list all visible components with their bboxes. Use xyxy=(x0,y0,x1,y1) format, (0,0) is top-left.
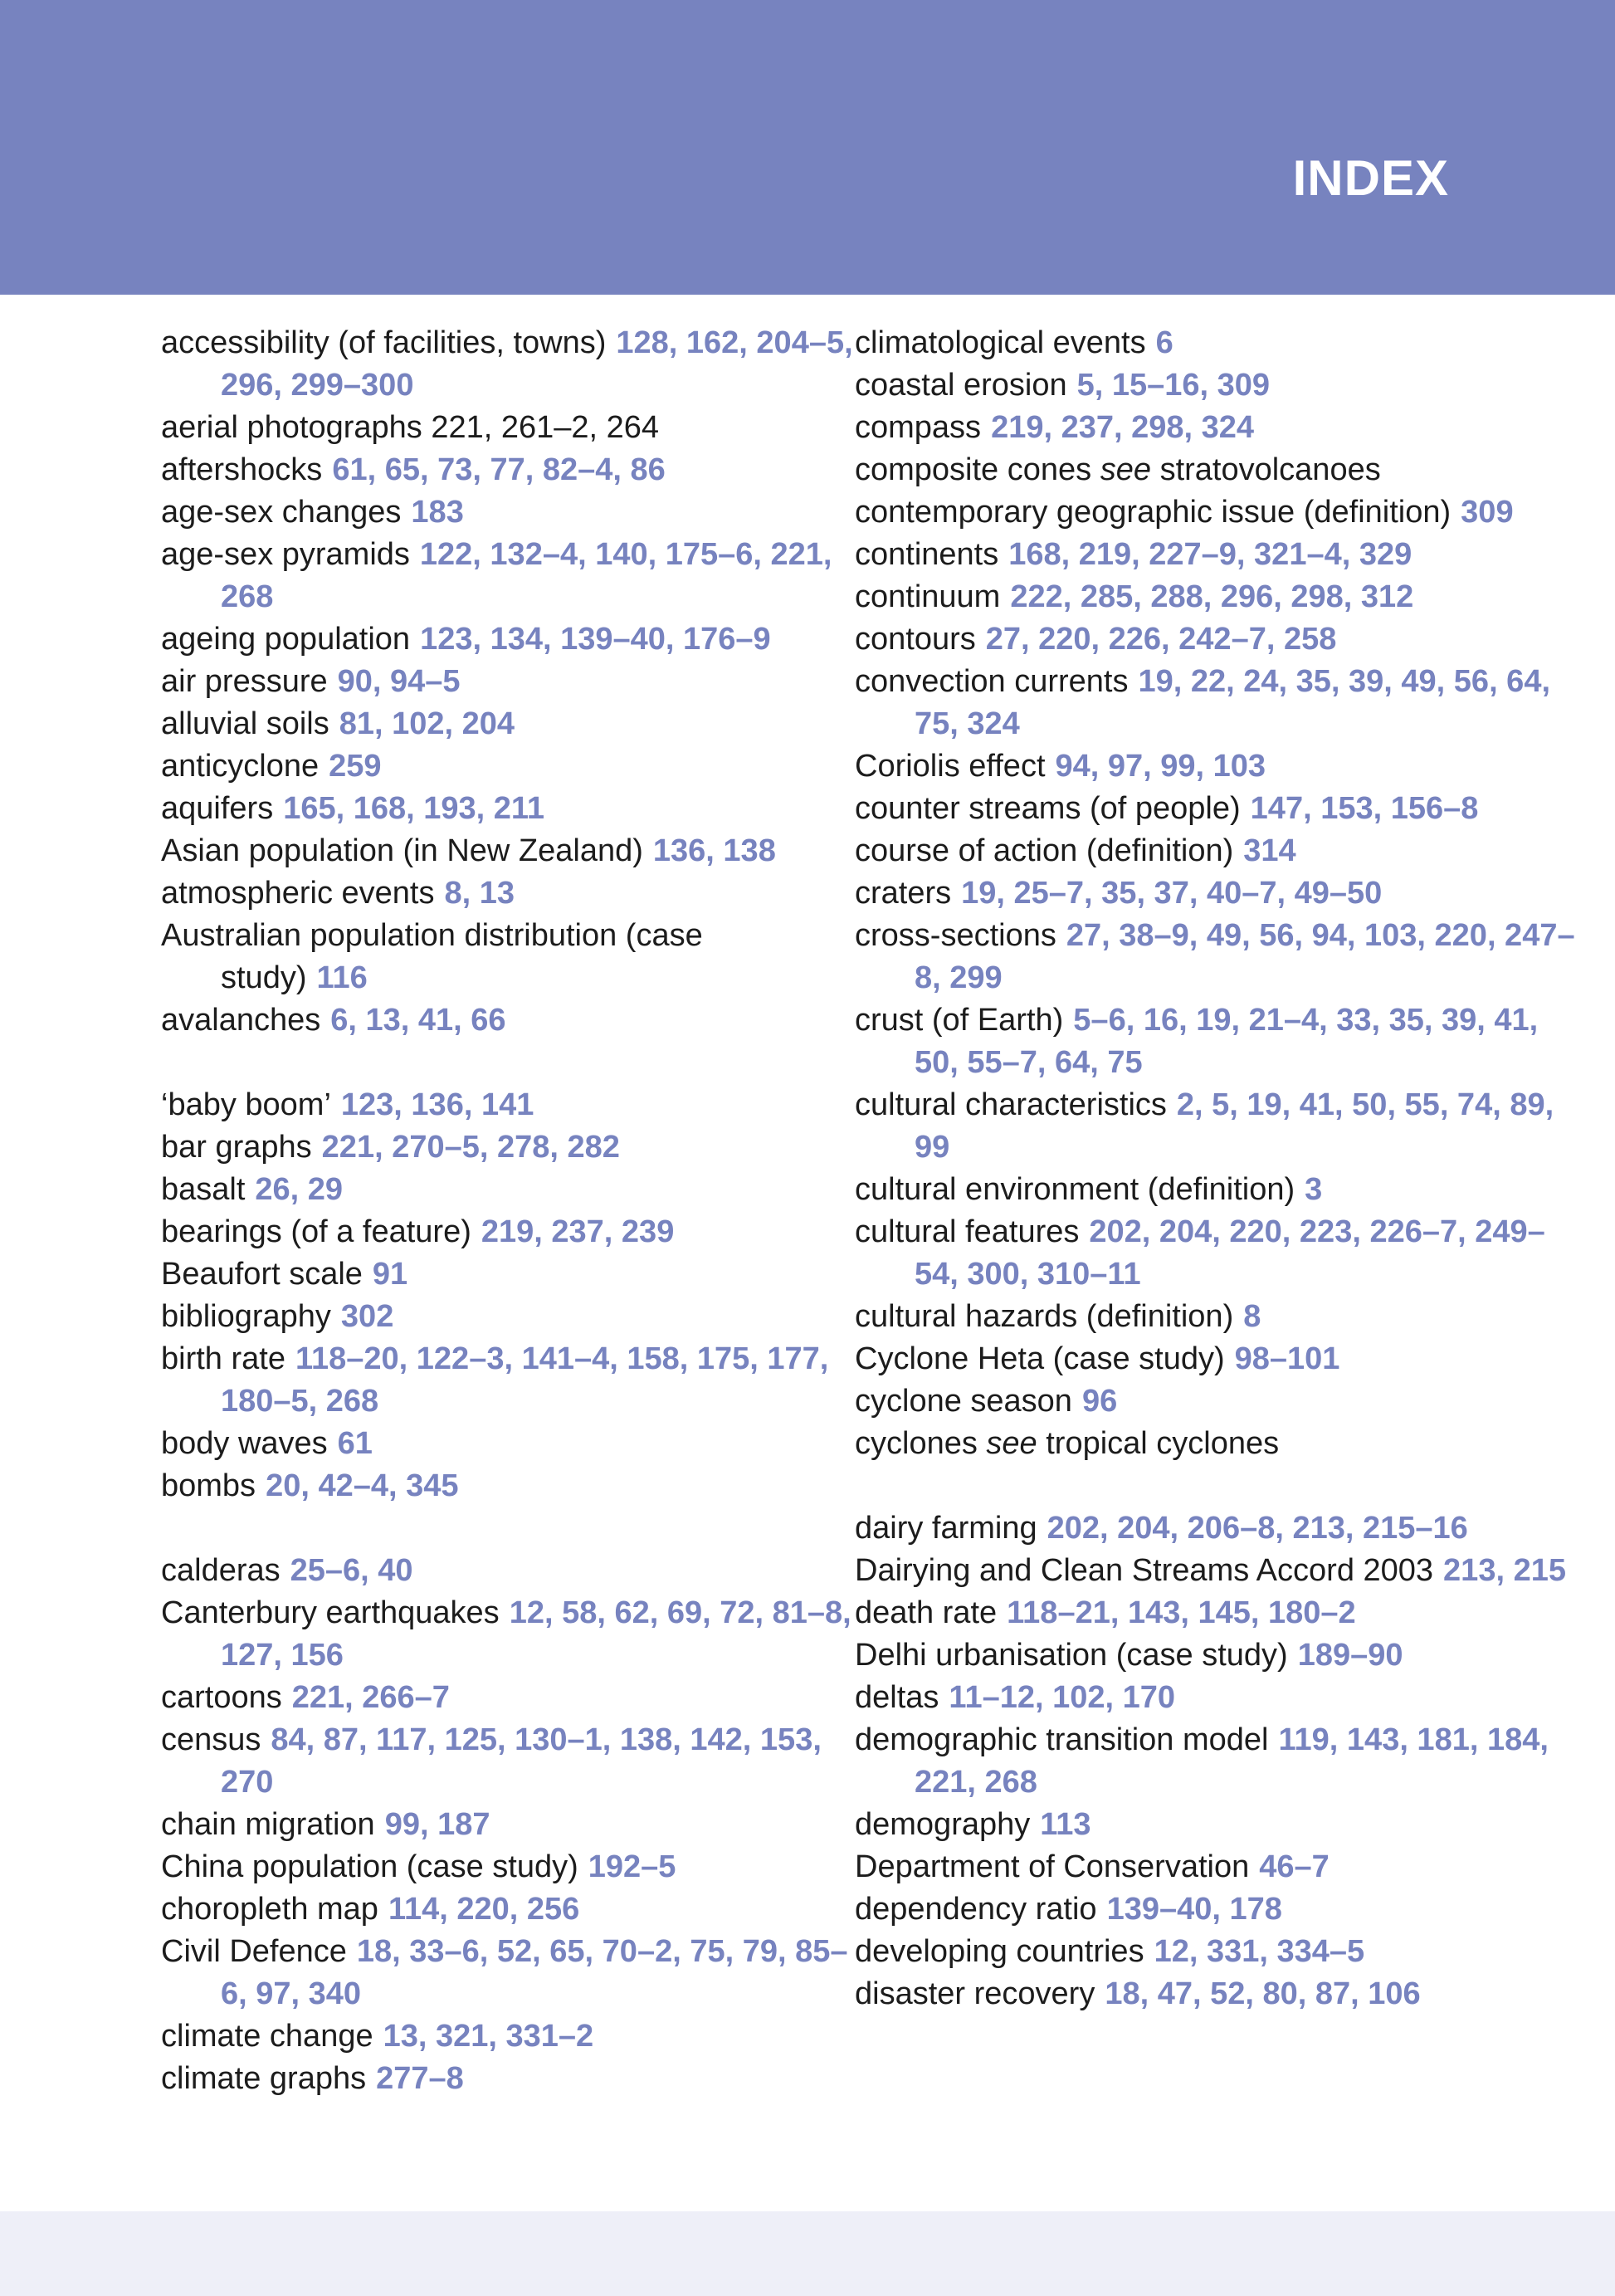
index-entry xyxy=(161,2058,858,2100)
index-term: bearings (of a feature) xyxy=(161,1214,471,1249)
index-term: bar graphs xyxy=(161,1130,312,1165)
index-term: cultural environment (definition) xyxy=(855,1172,1295,1207)
page-numbers: 98–101 xyxy=(1234,1341,1340,1376)
index-term: cyclones xyxy=(855,1426,978,1461)
index-term: compass xyxy=(855,410,982,445)
page-numbers: 136, 138 xyxy=(652,833,776,868)
index-term: avalanches xyxy=(161,1003,321,1038)
page-numbers: 114, 220, 256 xyxy=(388,1892,580,1927)
index-term: choropleth map xyxy=(161,1892,378,1927)
index-term: cultural features xyxy=(855,1214,1080,1249)
see-reference-target: stratovolcanoes xyxy=(1159,452,1381,487)
page-numbers: 165, 168, 193, 211 xyxy=(283,791,545,826)
index-term: body waves xyxy=(161,1426,328,1461)
page-numbers: 219, 237, 239 xyxy=(481,1214,675,1249)
see-reference-target: tropical cyclones xyxy=(1046,1426,1280,1461)
index-term: Cyclone Heta (case study) xyxy=(855,1341,1225,1376)
index-term: continents xyxy=(855,537,999,572)
page-numbers: 192–5 xyxy=(588,1849,676,1884)
index-term: climate graphs xyxy=(161,2061,367,2096)
index-term: basalt xyxy=(161,1172,246,1207)
page-numbers: 19, 25–7, 35, 37, 40–7, 49–50 xyxy=(961,876,1383,911)
index-entry xyxy=(855,1338,1585,1380)
index-term: Department of Conservation xyxy=(855,1849,1250,1884)
page-numbers: 12, 58, 62, 69, 72, 81–8, 127, 156 xyxy=(221,1595,851,1673)
index-term: bibliography xyxy=(161,1299,331,1334)
page-numbers: 8 xyxy=(1243,1299,1261,1334)
page-numbers: 61 xyxy=(337,1426,373,1461)
index-entry xyxy=(855,915,1585,999)
index-entry xyxy=(855,1550,1585,1592)
index-term: atmospheric events xyxy=(161,876,435,911)
index-term: age-sex pyramids xyxy=(161,537,410,572)
page-numbers: 314 xyxy=(1243,833,1296,868)
index-entry xyxy=(161,1846,858,1888)
page-numbers: 119, 143, 181, 184, 221, 268 xyxy=(915,1722,1549,1800)
index-term: chain migration xyxy=(161,1807,375,1842)
index-entry xyxy=(855,788,1585,830)
index-entry xyxy=(161,491,858,534)
index-entry xyxy=(855,661,1585,745)
index-term: cyclone season xyxy=(855,1384,1072,1419)
letter-gap xyxy=(161,1042,858,1084)
index-entry xyxy=(161,788,858,830)
index-term: bombs xyxy=(161,1468,256,1503)
index-term: dependency ratio xyxy=(855,1892,1097,1927)
page-numbers: 27, 38–9, 49, 56, 94, 103, 220, 247–8, 299 xyxy=(915,918,1575,995)
page-numbers: 122, 132–4, 140, 175–6, 221, 268 xyxy=(221,537,832,614)
page-numbers: 11–12, 102, 170 xyxy=(949,1680,1176,1715)
index-entry xyxy=(855,491,1585,534)
index-entry xyxy=(161,1677,858,1719)
page-numbers: 18, 33–6, 52, 65, 70–2, 75, 79, 85–6, 97, 340 xyxy=(221,1934,848,2011)
index-entry xyxy=(855,364,1585,407)
index-entry xyxy=(161,1084,858,1126)
index-entry xyxy=(161,618,858,661)
index-term: convection currents xyxy=(855,664,1129,699)
index-entry xyxy=(855,576,1585,618)
index-entry xyxy=(855,322,1585,364)
header-band xyxy=(0,0,1615,295)
index-term: Beaufort scale xyxy=(161,1257,363,1292)
page-numbers: 139–40, 178 xyxy=(1106,1892,1282,1927)
index-entry xyxy=(855,1931,1585,1973)
index-entry xyxy=(161,915,858,999)
index-term: calderas xyxy=(161,1553,281,1588)
page-numbers: 25–6, 40 xyxy=(290,1553,413,1588)
page-numbers: 90, 94–5 xyxy=(337,664,461,699)
page-numbers: 96 xyxy=(1081,1384,1118,1419)
index-term: Australian population distribution (case study) xyxy=(161,918,703,995)
page-numbers: 6 xyxy=(1155,325,1173,360)
index-entry xyxy=(161,745,858,788)
index-entry xyxy=(161,1888,858,1931)
index-entry xyxy=(161,661,858,703)
page-numbers: 277–8 xyxy=(376,2061,464,2096)
index-term: contemporary geographic issue (definition) xyxy=(855,495,1452,530)
index-term: demography xyxy=(855,1807,1031,1842)
page-numbers: 2, 5, 19, 41, 50, 55, 74, 89, 99 xyxy=(915,1087,1554,1165)
index-entry xyxy=(161,1804,858,1846)
index-term: Delhi urbanisation (case study) xyxy=(855,1638,1288,1673)
page-numbers: 202, 204, 206–8, 213, 215–16 xyxy=(1047,1511,1468,1546)
page-numbers: 46–7 xyxy=(1259,1849,1330,1884)
index-entry xyxy=(855,1211,1585,1296)
index-entry xyxy=(855,1296,1585,1338)
index-entry xyxy=(855,830,1585,872)
index-entry xyxy=(855,1973,1585,2015)
index-entry xyxy=(161,449,858,491)
index-term: composite cones xyxy=(855,452,1092,487)
index-entry xyxy=(855,999,1585,1084)
index-entry xyxy=(161,534,858,618)
page-numbers: 26, 29 xyxy=(255,1172,344,1207)
index-entry xyxy=(855,1423,1585,1465)
index-term: alluvial soils xyxy=(161,706,329,741)
index-term: continuum xyxy=(855,579,1001,614)
index-term: cartoons xyxy=(161,1680,282,1715)
see-reference-label: see xyxy=(986,1426,1037,1461)
page-numbers: 123, 136, 141 xyxy=(340,1087,534,1122)
page-numbers: 219, 237, 298, 324 xyxy=(991,410,1255,445)
index-term: climatological events xyxy=(855,325,1146,360)
page-numbers: 61, 65, 73, 77, 82–4, 86 xyxy=(332,452,666,487)
index-entry xyxy=(161,1592,858,1677)
page-numbers: 113 xyxy=(1040,1807,1091,1842)
index-term: China population (case study) xyxy=(161,1849,578,1884)
index-entry xyxy=(855,1169,1585,1211)
page-numbers: 91 xyxy=(372,1257,408,1292)
index-entry xyxy=(855,407,1585,449)
page-numbers: 27, 220, 226, 242–7, 258 xyxy=(985,622,1337,657)
index-entry xyxy=(161,872,858,915)
index-entry xyxy=(161,1423,858,1465)
index-entry xyxy=(855,1719,1585,1804)
index-term: air pressure xyxy=(161,664,328,699)
index-term: disaster recovery xyxy=(855,1976,1095,2011)
page-numbers: 13, 321, 331–2 xyxy=(383,2019,594,2054)
page-numbers: 221, 266–7 xyxy=(291,1680,450,1715)
page-numbers: 94, 97, 99, 103 xyxy=(1055,749,1266,784)
footer-band xyxy=(0,2211,1615,2296)
index-entry xyxy=(161,1169,858,1211)
page-numbers: 6, 13, 41, 66 xyxy=(330,1003,506,1038)
page-numbers: 3 xyxy=(1305,1172,1323,1207)
index-term: Dairying and Clean Streams Accord 2003 xyxy=(855,1553,1434,1588)
page-numbers: 116 xyxy=(316,960,368,995)
page-numbers: 309 xyxy=(1461,495,1514,530)
index-term: cultural characteristics xyxy=(855,1087,1167,1122)
index-entry xyxy=(161,322,858,407)
page-numbers: 20, 42–4, 345 xyxy=(266,1468,459,1503)
index-term: developing countries xyxy=(855,1934,1144,1969)
page-numbers: 128, 162, 204–5, 296, 299–300 xyxy=(221,325,853,403)
page-numbers: 123, 134, 139–40, 176–9 xyxy=(420,622,771,657)
index-entry xyxy=(161,2015,858,2058)
index-entry xyxy=(855,1084,1585,1169)
page-numbers: 183 xyxy=(411,495,464,530)
index-term: ‘baby boom’ xyxy=(161,1087,331,1122)
index-term: Canterbury earthquakes xyxy=(161,1595,500,1630)
index-entry xyxy=(855,1804,1585,1846)
index-entry xyxy=(855,1380,1585,1423)
index-entry xyxy=(855,449,1585,491)
page-numbers: 168, 219, 227–9, 321–4, 329 xyxy=(1008,537,1413,572)
index-term: demographic transition model xyxy=(855,1722,1269,1757)
index-term: aftershocks xyxy=(161,452,323,487)
see-reference-label: see xyxy=(1100,452,1151,487)
index-term: cultural hazards (definition) xyxy=(855,1299,1234,1334)
index-term: aquifers xyxy=(161,791,274,826)
index-entry xyxy=(855,1677,1585,1719)
index-entry xyxy=(855,1634,1585,1677)
index-term: Coriolis effect xyxy=(855,749,1046,784)
page-numbers: 118–21, 143, 145, 180–2 xyxy=(1007,1595,1356,1630)
page-numbers: 18, 47, 52, 80, 87, 106 xyxy=(1105,1976,1421,2011)
index-term: dairy farming xyxy=(855,1511,1037,1546)
page-numbers: 99, 187 xyxy=(384,1807,490,1842)
page-numbers: 213, 215 xyxy=(1443,1553,1566,1588)
page-numbers: 84, 87, 117, 125, 130–1, 138, 142, 153, 270 xyxy=(221,1722,822,1800)
page-numbers: 202, 204, 220, 223, 226–7, 249–54, 300, 310–11 xyxy=(915,1214,1545,1292)
index-term: death rate xyxy=(855,1595,998,1630)
index-term: course of action (definition) xyxy=(855,833,1234,868)
index-entry xyxy=(855,1846,1585,1888)
index-term: aerial photographs 221, 261–2, 264 xyxy=(161,410,660,445)
page-numbers: 189–90 xyxy=(1297,1638,1403,1673)
index-entry xyxy=(161,1338,858,1423)
index-term: birth rate xyxy=(161,1341,285,1376)
index-entry xyxy=(161,407,858,449)
index-entry xyxy=(855,1507,1585,1550)
index-term: cross-sections xyxy=(855,918,1056,953)
index-entry xyxy=(161,1550,858,1592)
index-term: craters xyxy=(855,876,952,911)
page-numbers: 147, 153, 156–8 xyxy=(1250,791,1479,826)
index-term: crust (of Earth) xyxy=(855,1003,1064,1038)
index-entry xyxy=(855,1888,1585,1931)
index-entry xyxy=(161,830,858,872)
page-numbers: 5–6, 16, 19, 21–4, 33, 35, 39, 41, 50, 55–7, 64, 75 xyxy=(915,1003,1539,1080)
page-numbers: 81, 102, 204 xyxy=(339,706,515,741)
index-term: census xyxy=(161,1722,261,1757)
page-numbers: 302 xyxy=(340,1299,394,1334)
index-entry xyxy=(855,534,1585,576)
page-numbers: 221, 270–5, 278, 282 xyxy=(321,1130,620,1165)
index-entry xyxy=(161,1931,858,2015)
index-entry xyxy=(855,618,1585,661)
page-numbers: 5, 15–16, 309 xyxy=(1076,368,1271,403)
index-entry xyxy=(161,999,858,1042)
letter-gap xyxy=(161,1507,858,1550)
index-entry xyxy=(855,1592,1585,1634)
index-column-left xyxy=(161,322,858,2100)
page-numbers: 222, 285, 288, 296, 298, 312 xyxy=(1010,579,1414,614)
page-numbers: 259 xyxy=(329,749,382,784)
letter-gap xyxy=(855,1465,1585,1507)
index-entry xyxy=(855,872,1585,915)
index-entry xyxy=(161,703,858,745)
index-term: contours xyxy=(855,622,976,657)
index-term: Civil Defence xyxy=(161,1934,347,1969)
page-numbers: 12, 331, 334–5 xyxy=(1154,1934,1365,1969)
index-term: coastal erosion xyxy=(855,368,1067,403)
index-term: climate change xyxy=(161,2019,373,2054)
index-entry xyxy=(161,1253,858,1296)
page-numbers: 19, 22, 24, 35, 39, 49, 56, 64, 75, 324 xyxy=(915,664,1551,741)
index-entry xyxy=(161,1126,858,1169)
index-entry xyxy=(161,1719,858,1804)
page-numbers: 8, 13 xyxy=(444,876,515,911)
page-numbers: 118–20, 122–3, 141–4, 158, 175, 177, 180–5, 268 xyxy=(221,1341,829,1419)
index-entry xyxy=(161,1296,858,1338)
index-term: age-sex changes xyxy=(161,495,402,530)
index-term: anticyclone xyxy=(161,749,320,784)
index-entry xyxy=(855,745,1585,788)
index-column-right xyxy=(855,322,1585,2015)
index-term: ageing population xyxy=(161,622,411,657)
index-term: accessibility (of facilities, towns) xyxy=(161,325,607,360)
index-term: counter streams (of people) xyxy=(855,791,1241,826)
index-term: Asian population (in New Zealand) xyxy=(161,833,643,868)
index-entry xyxy=(161,1211,858,1253)
index-term: deltas xyxy=(855,1680,939,1715)
index-entry xyxy=(161,1465,858,1507)
page-title: INDEX xyxy=(1292,150,1449,206)
